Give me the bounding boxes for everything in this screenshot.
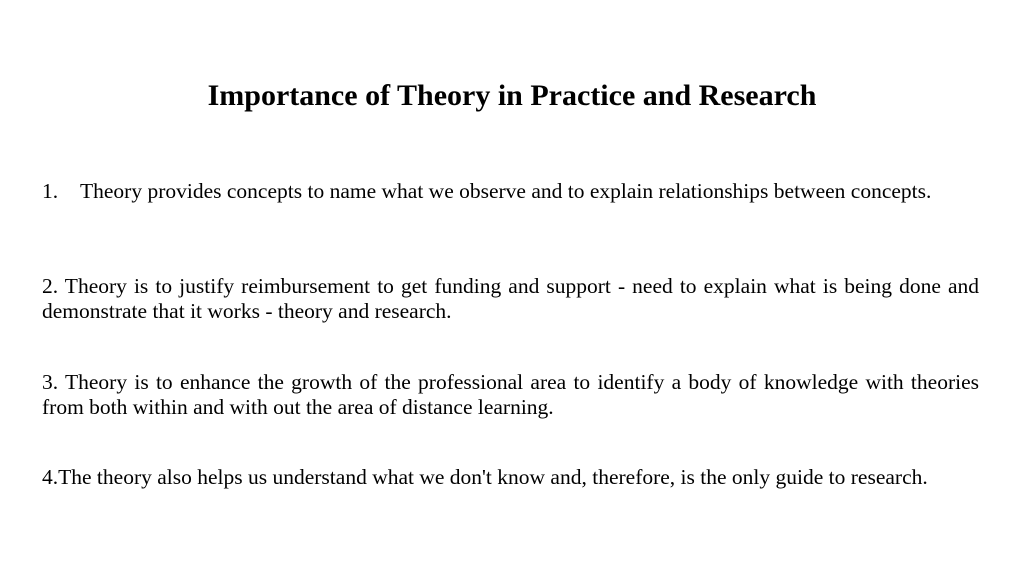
slide-title: Importance of Theory in Practice and Research: [207, 79, 817, 112]
list-item-number: 1.: [42, 179, 59, 203]
list-item-1: [42, 179, 979, 204]
list-item-2: 2. Theory is to justify reimbursement to get funding and support - need to explain what is being done and demonstrate that it works - theory and research.: [42, 274, 979, 323]
list-item-text: Theory provides concepts to name what we observe and to explain relationships between concepts.: [80, 179, 932, 203]
list-item-3: 3. Theory is to enhance the growth of the professional area to identify a body of knowledge with theories from both within and with out the area of distance learning.: [42, 370, 979, 419]
list-item-4: 4.The theory also helps us understand what we don't know and, therefore, is the only guide to research.: [42, 465, 928, 489]
